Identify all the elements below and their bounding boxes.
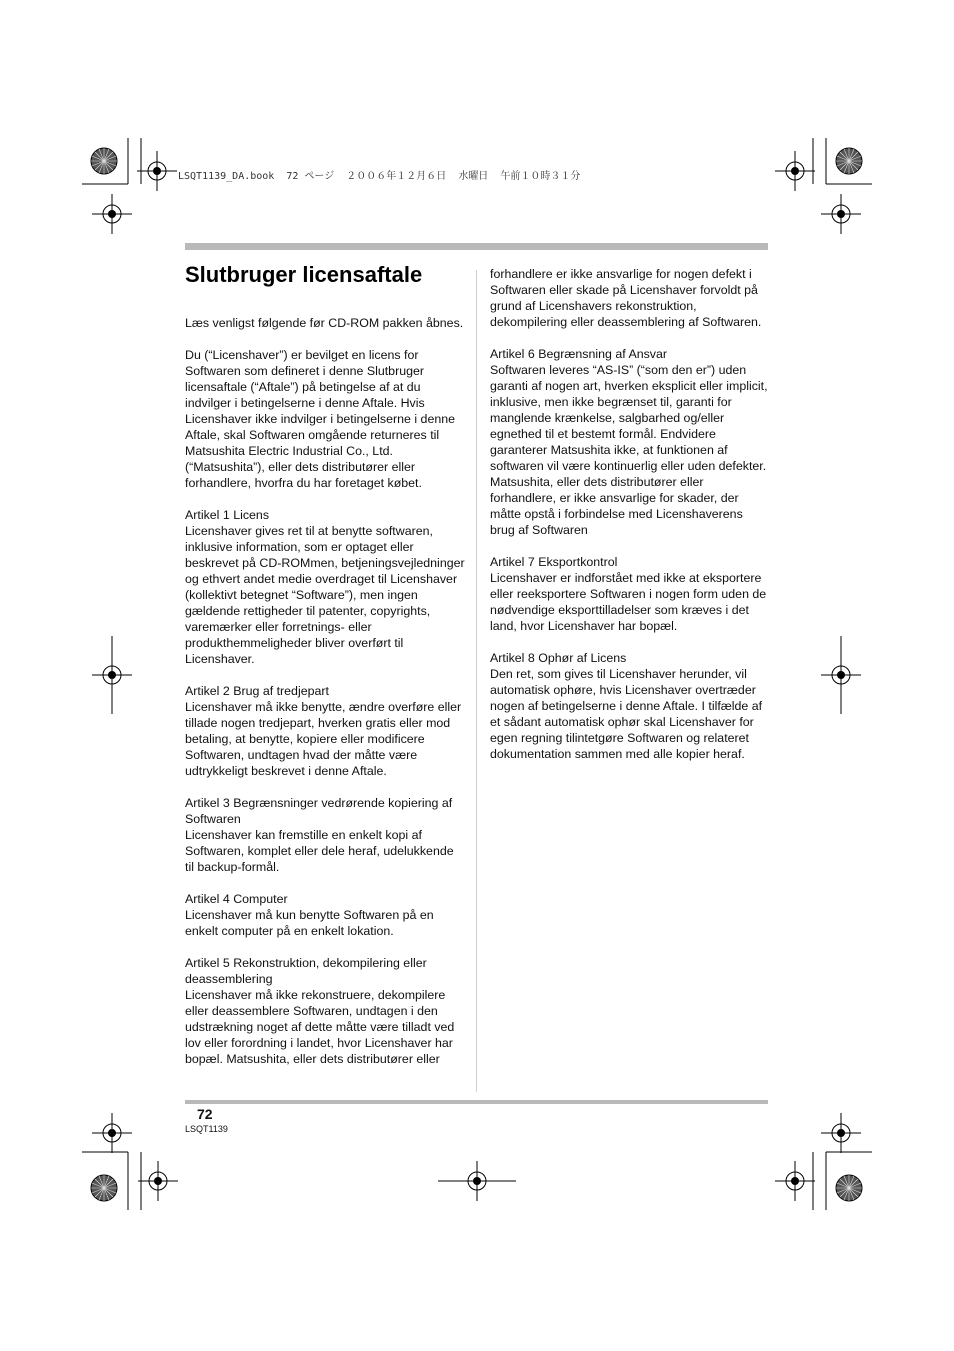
article-body: Softwaren leveres “AS-IS” (“som den er”) uden garanti af nogen art, hverken eksplicit eller implicit, inklusive, men ikke begrænset til, garanti for manglende krænkelse, salgbarhed og/eller egnethed til et bestemt formål. Endvidere garanterer Matsushita ikke, at funktionen af softwaren vil være kontinuerlig eller uden defekter. Matsushita, eller dets distributører eller forhandlere, er ikke ansvarlige for skader, der måtte opstå i forbindelse med Licenshaverens brug af Softwaren <box>490 363 768 537</box>
registration-mark-icon <box>821 194 861 234</box>
article-heading: Artikel 3 Begrænsninger vedrørende kopiering af Softwaren <box>185 796 453 826</box>
article-1 <box>185 507 465 667</box>
article-3 <box>185 795 465 875</box>
model-code: LSQT1139 <box>185 1124 228 1134</box>
article-heading: Artikel 4 Computer <box>185 892 288 906</box>
article-body: Den ret, som gives til Licenshaver herunder, vil automatisk ophøre, hvis Licenshaver overtræder nogen af betingelserne i denne Aftale. I tilfælde af et sådant automatisk ophør skal Licenshaver for egen regning tilintetgøre Softwaren og relateret dokumentation sammen med alle kopier heraf. <box>490 667 763 761</box>
article-2 <box>185 683 465 779</box>
print-slug-header: LSQT1139_DA.book 72 ページ ２００６年１２月６日 水曜日 午前１０時３１分 <box>178 171 581 182</box>
star-target-icon <box>91 148 117 174</box>
page-number: 72 <box>197 1106 213 1122</box>
article-7 <box>490 554 768 634</box>
intro-paragraph: Læs venligst følgende før CD-ROM pakken åbnes. <box>185 316 464 330</box>
star-target-icon <box>836 1175 862 1201</box>
star-target-icon <box>836 148 862 174</box>
top-rule <box>185 243 768 250</box>
article-5-continued: forhandlere er ikke ansvarlige for nogen defekt i Softwaren eller skade på Licenshaver forvoldt på grund af Licenshavers rekonstruktion, dekompilering eller deassemblering af Softwaren. <box>490 267 762 329</box>
article-body: Licenshaver må kun benytte Softwaren på en enkelt computer på en enkelt lokation. <box>185 908 434 938</box>
column-divider <box>476 270 477 1092</box>
article-body: Licenshaver må ikke benytte, ændre overføre eller tillade nogen tredjepart, hverken gratis eller mod betaling, at benytte, kopiere eller modificere Softwaren, undtagen hvad der måtte være udtrykkeligt beskrevet i denne Aftale. <box>185 700 462 778</box>
preamble-paragraph: Du (“Licenshaver”) er bevilget en licens for Softwaren som defineret i denne Slutbruger licensaftale (“Aftale”) på betingelse af at du indvilger i betingelserne i denne Aftale. Hvis Licenshaver ikke indvilger i betingelserne i denne Aftale, skal Softwaren omgående returneres til Matsushita Electric Industrial Co., Ltd. (“Matsushita”), eller dets distributører eller forhandlere, hvorfra du har foretaget købet. <box>185 348 456 490</box>
bottom-rule <box>185 1100 768 1104</box>
article-heading: Artikel 6 Begrænsning af Ansvar <box>490 347 668 361</box>
article-heading: Artikel 2 Brug af tredjepart <box>185 684 329 698</box>
article-5 <box>185 955 465 1067</box>
article-6 <box>490 346 768 538</box>
right-column <box>490 266 768 778</box>
page-title: Slutbruger licensaftale <box>185 262 423 287</box>
article-body: Licenshaver gives ret til at benytte softwaren, inklusive information, som er optaget eller beskrevet på CD-ROMmen, betjeningsvejledninger og ethvert andet medie overdraget til Licenshaver (kollektivt betegnet “Software”), men ingen gældende rettigheder til patenter, copyrights, varemærker eller forretnings- eller produkthemmeligheder bliver overført til Licenshaver. <box>185 524 465 666</box>
article-body: Licenshaver må ikke rekonstruere, dekompilere eller deassemblere Softwaren, undtagen i den udstrækning noget af dette måtte være tilladt ved lov eller forordning i landet, hvor Licenshaver har bopæl. Matsushita, eller dets distributører eller <box>185 988 455 1066</box>
registration-mark-icon <box>138 1161 178 1201</box>
article-heading: Artikel 1 Licens <box>185 508 270 522</box>
registration-mark-icon <box>92 1113 132 1153</box>
article-8 <box>490 650 768 762</box>
article-heading: Artikel 7 Eksportkontrol <box>490 555 618 569</box>
registration-mark-icon <box>821 1113 861 1153</box>
registration-mark-icon <box>775 151 815 191</box>
left-column <box>185 315 465 1083</box>
article-heading: Artikel 5 Rekonstruktion, dekompilering eller deassemblering <box>185 956 427 986</box>
article-4 <box>185 891 465 939</box>
registration-mark-icon <box>775 1161 815 1201</box>
star-target-icon <box>91 1175 117 1201</box>
article-body: Licenshaver er indforstået med ikke at eksportere eller reeksportere Softwaren i nogen form uden de nødvendige eksporttilladelser som kræves i det land, hvor Licenshaver har bopæl. <box>490 571 767 633</box>
article-heading: Artikel 8 Ophør af Licens <box>490 651 627 665</box>
registration-mark-icon <box>137 151 177 191</box>
registration-mark-icon <box>92 194 132 234</box>
article-body: Licenshaver kan fremstille en enkelt kopi af Softwaren, komplet eller dele heraf, udelukkende til backup-formål. <box>185 828 454 874</box>
